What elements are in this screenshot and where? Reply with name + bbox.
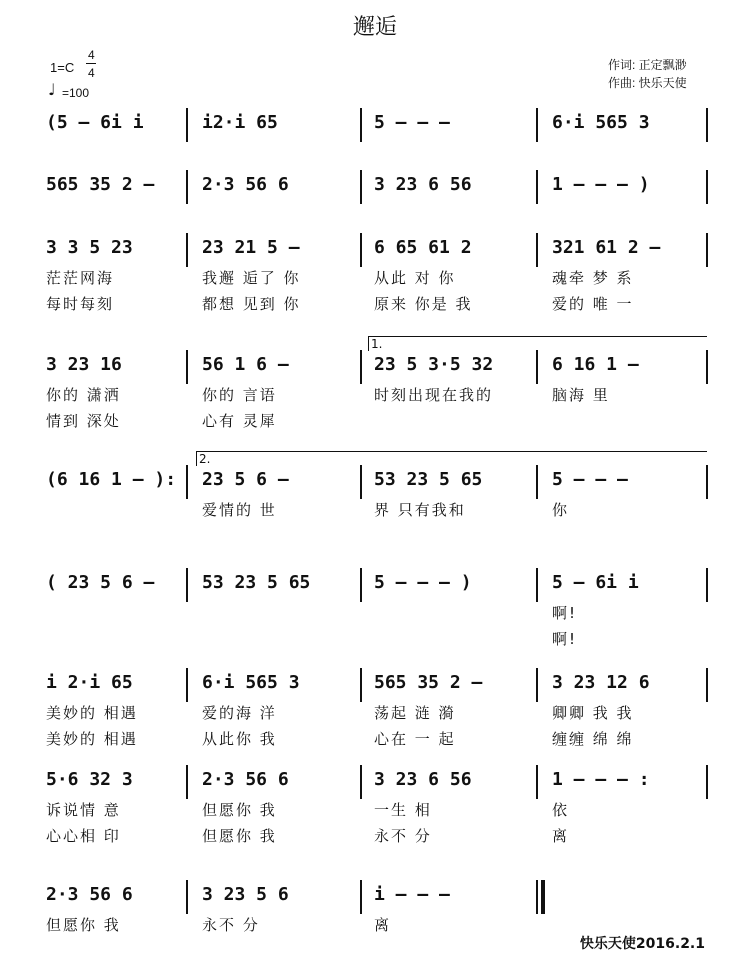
lyric-text: 但愿你 我 [202, 827, 277, 845]
measure-notes: 3 23 6 56 [374, 174, 472, 195]
lyric-text: 诉说情 意 [46, 801, 121, 819]
barline [360, 350, 362, 384]
final-barline-thin [536, 880, 538, 914]
lyric-text: 都想 见到 你 [202, 295, 301, 313]
lyric-text: 一生 相 [374, 801, 432, 819]
barline [360, 465, 362, 499]
lyric-text: 情到 深处 [46, 412, 121, 430]
measure-notes: 3 23 6 56 [374, 769, 472, 790]
lyric-text: 脑海 里 [552, 386, 610, 404]
lyric-text: 原来 你是 我 [374, 295, 473, 313]
measure-notes: 5·6 32 3 [46, 769, 133, 790]
time-sig-line [86, 63, 96, 64]
barline [706, 233, 708, 267]
lyric-text: 卿卿 我 我 [552, 704, 634, 722]
barline [186, 108, 188, 142]
volta-bracket [196, 451, 707, 466]
lyric-text: 离 [374, 916, 392, 934]
lyric-text: 美妙的 相遇 [46, 730, 138, 748]
lyric-text: 但愿你 我 [46, 916, 121, 934]
barline [706, 465, 708, 499]
composer-credit: 作曲: 快乐天使 [608, 76, 687, 90]
lyric-text: 你 [552, 501, 570, 519]
measure-notes: 3 3 5 23 [46, 237, 133, 258]
measure-notes: 565 35 2 – [374, 672, 483, 693]
lyric-text: 魂牵 梦 系 [552, 269, 634, 287]
lyric-text: 从此 对 你 [374, 269, 456, 287]
barline [706, 350, 708, 384]
lyric-text: 从此你 我 [202, 730, 277, 748]
measure-notes: 5 – 6i i [552, 572, 639, 593]
barline [360, 568, 362, 602]
measure-notes: 6 16 1 – [552, 354, 639, 375]
volta-label: 2. [199, 452, 211, 466]
measure-notes: 5 – – – ) [374, 572, 472, 593]
lyric-text: 啊! [552, 630, 578, 648]
tempo-marking: =100 [62, 86, 90, 100]
lyric-text: 爱的 唯 一 [552, 295, 634, 313]
lyric-text: 我邂 逅了 你 [202, 269, 301, 287]
measure-notes: i2·i 65 [202, 112, 278, 133]
lyric-text: 啊! [552, 604, 578, 622]
volta-label: 1. [371, 337, 383, 351]
measure-notes: 3 23 5 6 [202, 884, 289, 905]
barline [536, 668, 538, 702]
barline [706, 108, 708, 142]
measure-notes: 2·3 56 6 [46, 884, 133, 905]
barline [360, 668, 362, 702]
barline [186, 465, 188, 499]
lyric-text: 离 [552, 827, 570, 845]
final-barline-thick [541, 880, 545, 914]
lyric-text: 缠缠 绵 绵 [552, 730, 634, 748]
measure-notes: i – – – [374, 884, 450, 905]
barline [186, 170, 188, 204]
lyric-text: 心心相 印 [46, 827, 121, 845]
measure-notes: 3 23 16 [46, 354, 122, 375]
lyric-text: 爱情的 世 [202, 501, 277, 519]
measure-notes: 6 65 61 2 [374, 237, 472, 258]
lyric-text: 你的 潇洒 [46, 386, 121, 404]
measure-notes: (6 16 1 – ): [46, 469, 177, 490]
key-signature: 1=C [50, 60, 75, 75]
barline [536, 108, 538, 142]
lyric-text: 界 只有我和 [374, 501, 466, 519]
lyric-text: 永不 分 [202, 916, 260, 934]
barline [186, 568, 188, 602]
measure-notes: 565 35 2 – [46, 174, 155, 195]
measure-notes: 321 61 2 – [552, 237, 661, 258]
measure-notes: 6·i 565 3 [552, 112, 650, 133]
measure-notes: 23 21 5 – [202, 237, 300, 258]
time-sig-denominator: 4 [88, 66, 95, 80]
barline [360, 765, 362, 799]
barline [536, 568, 538, 602]
lyric-text: 每时每刻 [46, 295, 115, 313]
measure-notes: 1 – – – : [552, 769, 650, 790]
time-sig-numerator: 4 [88, 48, 95, 62]
lyric-text: 茫茫网海 [46, 269, 115, 287]
lyric-text: 时刻出现在我的 [374, 386, 494, 404]
measure-notes: 53 23 5 65 [202, 572, 311, 593]
measure-notes: 6·i 565 3 [202, 672, 300, 693]
barline [536, 465, 538, 499]
barline [706, 765, 708, 799]
measure-notes: (5 – 6i i [46, 112, 144, 133]
lyric-text: 心在 一 起 [374, 730, 456, 748]
barline [536, 765, 538, 799]
lyric-text: 永不 分 [374, 827, 432, 845]
barline [536, 350, 538, 384]
song-title: 邂逅 [352, 15, 397, 40]
quarter-note-icon: ♩ [48, 80, 56, 99]
barline [186, 668, 188, 702]
lyric-text: 爱的海 洋 [202, 704, 277, 722]
measure-notes: 2·3 56 6 [202, 174, 289, 195]
lyric-text: 但愿你 我 [202, 801, 277, 819]
measure-notes: ( 23 5 6 – [46, 572, 155, 593]
barline [360, 170, 362, 204]
barline [706, 668, 708, 702]
footer-signature: 快乐天使2016.2.1 [579, 936, 705, 952]
lyric-text: 荡起 涟 漪 [374, 704, 456, 722]
volta-bracket [368, 336, 707, 351]
barline [360, 233, 362, 267]
measure-notes: 5 – – – [552, 469, 628, 490]
barline [536, 170, 538, 204]
barline [186, 233, 188, 267]
barline [186, 350, 188, 384]
measure-notes: 56 1 6 – [202, 354, 289, 375]
lyricist-credit: 作词: 正定飘渺 [608, 58, 687, 72]
measure-notes: 3 23 12 6 [552, 672, 650, 693]
measure-notes: 23 5 3·5 32 [374, 354, 494, 375]
barline [706, 568, 708, 602]
barline [536, 233, 538, 267]
lyric-text: 你的 言语 [202, 386, 277, 404]
barline [706, 170, 708, 204]
measure-notes: 1 – – – ) [552, 174, 650, 195]
barline [186, 880, 188, 914]
lyric-text: 心有 灵犀 [202, 412, 277, 430]
measure-notes: 23 5 6 – [202, 469, 289, 490]
measure-notes: 5 – – – [374, 112, 450, 133]
barline [360, 108, 362, 142]
lyric-text: 依 [552, 801, 570, 819]
measure-notes: 53 23 5 65 [374, 469, 483, 490]
barline [186, 765, 188, 799]
lyric-text: 美妙的 相遇 [46, 704, 138, 722]
measure-notes: i 2·i 65 [46, 672, 133, 693]
measure-notes: 2·3 56 6 [202, 769, 289, 790]
barline [360, 880, 362, 914]
